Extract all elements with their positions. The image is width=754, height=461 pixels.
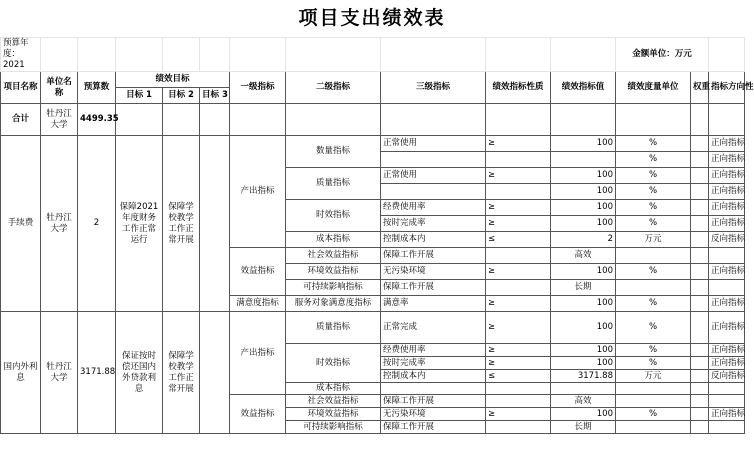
level3-cell: 按时完成率 [381,216,486,232]
nature-cell [486,421,551,434]
p1-row-q1 [1,136,745,152]
nature-cell [486,152,551,168]
meta-row [1,38,745,72]
nature-cell: ≥ [486,312,551,344]
nature-cell: ≥ [486,357,551,370]
unit-cell: % [616,296,691,312]
level3-cell: 控制成本内 [381,370,486,383]
direction-cell: 正向指标 [709,184,745,200]
nature-cell: ≥ [486,344,551,357]
nature-cell [486,248,551,264]
header-weight: 权重 [691,72,709,104]
nature-cell [486,280,551,296]
p1-output-label: 产出指标 [230,136,286,248]
sheet-title: 项目支出绩效表 [298,7,446,29]
p1-sustain-label: 可持续影响指标 [286,280,381,296]
unit-cell: % [616,264,691,280]
direction-cell: 正向指标 [709,136,745,152]
p2-row-ql1 [1,312,745,344]
p1-env-label: 环境效益指标 [286,264,381,280]
p1-goal3 [200,136,230,312]
p1-time-label: 时效指标 [286,200,381,232]
direction-cell: 正向指标 [709,296,745,312]
direction-cell [709,248,745,264]
header-unit: 绩效度量单位 [616,72,691,104]
direction-cell: 正向指标 [709,152,745,168]
header-row-1 [1,72,745,88]
total-row [1,104,745,136]
total-label: 合计 [1,104,41,136]
header-goal3: 目标 3 [200,88,230,104]
value-cell: 100 [551,184,616,200]
nature-cell: ≥ [486,296,551,312]
p2-name: 国内外利息 [1,312,41,434]
nature-cell: ≥ [486,264,551,280]
level3-cell: 无污染环境 [381,264,486,280]
p1-goal1: 保障2021年度财务工作正常运行 [116,136,163,312]
p1-goal2: 保障学校教学工作正常开展 [163,136,200,312]
direction-cell: 正向指标 [709,312,745,344]
level3-cell: 经费使用率 [381,344,486,357]
total-unit: 牡丹江大学 [41,104,78,136]
level3-cell: 满意率 [381,296,486,312]
value-cell: 100 [551,344,616,357]
p2-output-label: 产出指标 [230,312,286,395]
header-project-name: 项目名称 [1,72,41,104]
value-cell: 100 [551,357,616,370]
unit-cell: 万元 [616,370,691,383]
header-budget: 预算数 [78,72,116,104]
value-cell: 100 [551,408,616,421]
unit-cell [616,421,691,434]
amount-unit: 金额单位：万元 [616,38,709,72]
p1-unit: 牡丹江大学 [41,136,78,312]
value-cell: 100 [551,296,616,312]
header-value: 绩效指标值 [551,72,616,104]
level3-cell: 保障工作开展 [381,280,486,296]
unit-cell: % [616,344,691,357]
direction-cell [709,421,745,434]
level3-cell: 正常使用 [381,168,486,184]
unit-cell: % [616,312,691,344]
value-cell: 高效 [551,248,616,264]
direction-cell: 正向指标 [709,168,745,184]
p1-quality-label: 质量指标 [286,168,381,200]
value-cell: 100 [551,168,616,184]
unit-cell: % [616,184,691,200]
nature-cell: ≥ [486,216,551,232]
p2-quality-label: 质量指标 [286,312,381,344]
unit-cell [616,280,691,296]
value-cell: 100 [551,216,616,232]
nature-cell: ≥ [486,200,551,216]
value-cell: 高效 [551,395,616,408]
nature-cell: ≥ [486,168,551,184]
p2-sustain-label: 可持续影响指标 [286,421,381,434]
nature-cell: ≤ [486,370,551,383]
header-goal: 绩效目标 [116,72,230,88]
level3-cell: 无污染环境 [381,408,486,421]
header-level2: 二级指标 [286,72,381,104]
value-cell: 2 [551,232,616,248]
value-cell: 100 [551,136,616,152]
unit-cell: % [616,152,691,168]
header-unit-name: 单位名称 [41,72,78,104]
p2-goal3 [200,312,230,434]
p2-cost-label: 成本指标 [286,383,381,395]
direction-cell: 反向指标 [709,370,745,383]
direction-cell: 正向指标 [709,344,745,357]
value-cell [551,152,616,168]
p2-budget: 3171.88 [78,312,116,434]
p1-name: 手续费 [1,136,41,312]
unit-cell [616,395,691,408]
unit-cell: % [616,408,691,421]
direction-cell: 反向指标 [709,232,745,248]
direction-cell: 正向指标 [709,357,745,370]
unit-cell: % [616,168,691,184]
p2-goal1: 保证按时偿还国内外贷款利息 [116,312,163,434]
value-cell: 100 [551,264,616,280]
p1-quantity-label: 数量指标 [286,136,381,168]
level3-cell: 经费使用率 [381,200,486,216]
level3-cell: 保障工作开展 [381,395,486,408]
value-cell: 100 [551,312,616,344]
direction-cell [709,280,745,296]
p1-budget: 2 [78,136,116,312]
level3-cell: 保障工作开展 [381,421,486,434]
level3-cell: 控制成本内 [381,232,486,248]
header-goal1: 目标 1 [116,88,163,104]
direction-cell: 正向指标 [709,200,745,216]
nature-cell [486,184,551,200]
level3-cell: 按时完成率 [381,357,486,370]
nature-cell: ≥ [486,408,551,421]
nature-cell: ≥ [486,136,551,152]
p1-social-label: 社会效益指标 [286,248,381,264]
unit-cell: % [616,136,691,152]
value-cell: 长期 [551,280,616,296]
budget-year: 预算年度：2021 [1,38,41,72]
header-nature: 绩效指标性质 [486,72,551,104]
unit-cell [616,248,691,264]
value-cell: 3171.88 [551,370,616,383]
p1-satisfaction-l1: 满意度指标 [230,296,286,312]
header-level3: 三级指标 [381,72,486,104]
unit-cell: % [616,357,691,370]
p2-env-label: 环境效益指标 [286,408,381,421]
p1-satisfaction-l2: 服务对象满意度指标 [286,296,381,312]
level3-cell: 正常完成 [381,312,486,344]
p2-time-label: 时效指标 [286,344,381,383]
p1-benefit-label: 效益指标 [230,248,286,296]
direction-cell: 正向指标 [709,216,745,232]
level3-cell [381,152,486,168]
value-cell: 长期 [551,421,616,434]
level3-cell [381,184,486,200]
p2-goal2: 保障学校教学工作正常开展 [163,312,200,434]
total-budget: 4499.35 [78,104,116,136]
unit-cell: % [616,200,691,216]
p1-cost-label: 成本指标 [286,232,381,248]
p2-unit: 牡丹江大学 [41,312,78,434]
level3-cell: 保障工作开展 [381,248,486,264]
direction-cell: 正向指标 [709,408,745,421]
nature-cell [486,395,551,408]
unit-cell: % [616,216,691,232]
value-cell: 100 [551,200,616,216]
level3-cell: 正常使用 [381,136,486,152]
performance-table [0,37,754,434]
nature-cell: ≤ [486,232,551,248]
header-level1: 一级指标 [230,72,286,104]
header-goal2: 目标 2 [163,88,200,104]
p2-social-label: 社会效益指标 [286,395,381,408]
unit-cell: 万元 [616,232,691,248]
p2-benefit-label: 效益指标 [230,395,286,434]
direction-cell: 正向指标 [709,264,745,280]
direction-cell [709,395,745,408]
header-direction: 指标方向性 [709,72,745,104]
